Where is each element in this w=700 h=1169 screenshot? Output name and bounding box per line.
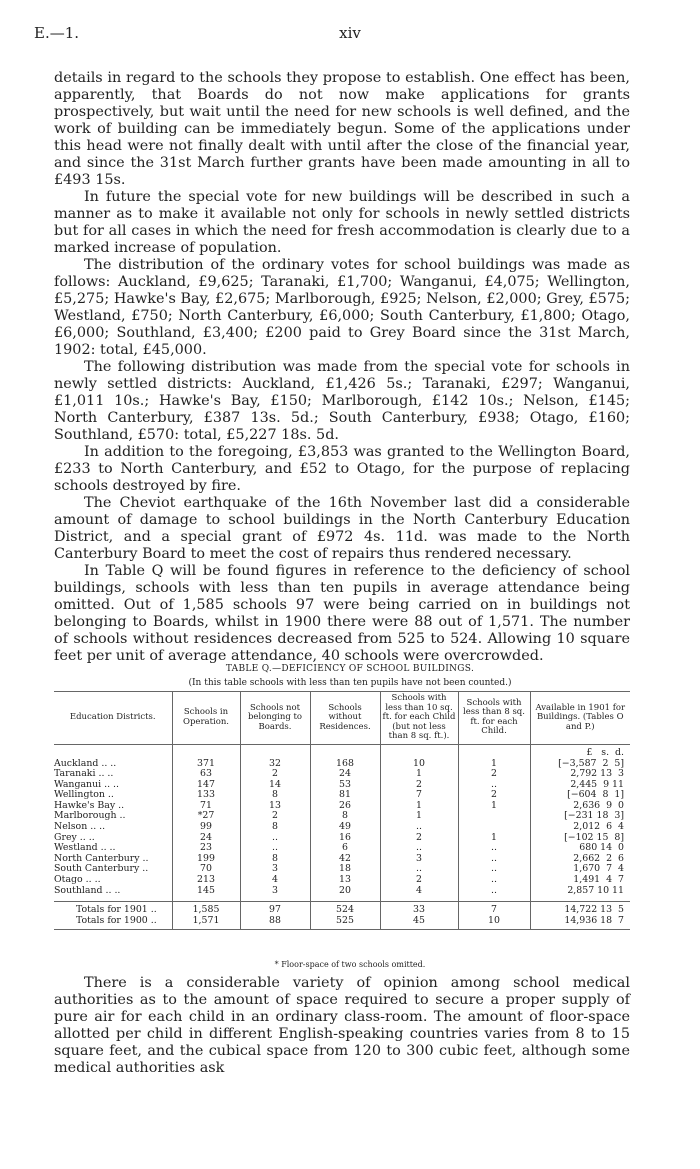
table-cell: 525 — [310, 916, 380, 930]
table-cell: 10 — [458, 916, 530, 930]
table-cell: 1,585 — [172, 902, 240, 916]
table-cell: 1 — [458, 759, 530, 770]
table-cell: .. — [380, 843, 458, 854]
totals-row — [54, 916, 630, 930]
table-cell: 168 — [310, 759, 380, 770]
table-footnote: * Floor-space of two schools omitted. — [274, 960, 426, 969]
district-cell: Southland .. .. — [54, 884, 121, 896]
table-cell: 2 — [240, 769, 310, 780]
paragraph-1: details in regard to the schools they propose to establish. One effect has been, apparently, that Boards do not now make applications for grants prospectively, but wait until the need for new schools is well defined, and the work of building can be immediately begun. Some of the applications under this head were not finally dealt with until after the close of the financial year, and since the 31st March further grants have been made amounting in all to £493 15s. — [54, 70, 630, 188]
table-cell: 524 — [310, 902, 380, 916]
table-cell: 2,792 13 3 — [530, 769, 630, 780]
district-cell: Totals for 1901 .. — [54, 902, 172, 916]
table-cell: 2,636 9 0 — [530, 801, 630, 812]
column-header: Available in 1901 for Buildings. (Tables O and P.) — [530, 692, 630, 745]
column-header: Education Districts. — [54, 692, 172, 745]
district-cell: Otago .. .. — [54, 874, 101, 886]
table-cell: 1 — [458, 801, 530, 812]
table-cell: 3 — [380, 854, 458, 865]
table-cell: 88 — [240, 916, 310, 930]
table-cell: [−231 18 3] — [530, 811, 630, 822]
table-cell: 2 — [380, 875, 458, 886]
table-cell: 18 — [310, 864, 380, 875]
page-number: xiv — [339, 24, 361, 42]
paragraph-6: The Cheviot earthquake of the 16th November last did a considerable amount of damage to school buildings in the North Canterbury Education District, and a special grant of £972 4s. 11d. was made to the North Canterbury Board to meet the cost of repairs thus rendered necessary. — [54, 495, 630, 562]
table-cell: 3 — [240, 864, 310, 875]
table-cell: 1 — [380, 811, 458, 822]
table-cell: 1,670 7 4 — [530, 864, 630, 875]
table-cell: .. — [380, 822, 458, 833]
table-cell: 13 — [310, 875, 380, 886]
table-header-row — [54, 692, 630, 745]
table-cell: .. — [458, 886, 530, 897]
column-header: Schools not belonging to Boards. — [240, 692, 310, 745]
district-cell: Nelson .. .. — [54, 821, 106, 833]
table-cell: 680 14 0 — [530, 843, 630, 854]
table-cell: 8 — [310, 811, 380, 822]
table-cell: 1 — [458, 833, 530, 844]
table-cell: 4 — [380, 886, 458, 897]
page-header-left: E.—1. — [34, 24, 80, 42]
table-cell: 1,571 — [172, 916, 240, 930]
table-cell: 145 — [172, 886, 240, 897]
table-cell: 1 — [380, 801, 458, 812]
district-cell: Auckland .. .. — [54, 757, 117, 769]
table-cell: 63 — [172, 769, 240, 780]
table-cell: 45 — [380, 916, 458, 930]
table-cell: 20 — [310, 886, 380, 897]
table-cell: 70 — [172, 864, 240, 875]
table-cell: [−604 8 1] — [530, 790, 630, 801]
table-cell: 2,857 10 11 — [530, 886, 630, 897]
table-cell: 33 — [380, 902, 458, 916]
table-cell: .. — [458, 780, 530, 791]
table-cell: .. — [240, 843, 310, 854]
table-cell: 16 — [310, 833, 380, 844]
table-cell: 97 — [240, 902, 310, 916]
units-row — [54, 744, 630, 759]
table-cell: 2 — [458, 769, 530, 780]
table-cell: 71 — [172, 801, 240, 812]
table-cell: 147 — [172, 780, 240, 791]
currency-units: £ s. d. — [530, 744, 630, 759]
table-cell: *27 — [172, 811, 240, 822]
table-cell: 3 — [240, 886, 310, 897]
table-cell: 4 — [240, 875, 310, 886]
table-title: TABLE Q.—DEFICIENCY OF SCHOOL BUILDINGS. — [225, 664, 475, 674]
table-cell: 7 — [458, 902, 530, 916]
body-text — [54, 70, 630, 665]
table-cell: 7 — [380, 790, 458, 801]
table-cell: 371 — [172, 759, 240, 770]
table-cell: 2 — [458, 790, 530, 801]
closing-text — [54, 975, 630, 1077]
district-cell: Westland .. .. — [54, 842, 116, 854]
table-cell: .. — [240, 833, 310, 844]
totals-row — [54, 902, 630, 916]
table-cell: 6 — [310, 843, 380, 854]
table-cell: 1 — [380, 769, 458, 780]
table-cell: 8 — [240, 790, 310, 801]
table-cell: 53 — [310, 780, 380, 791]
table-cell: 26 — [310, 801, 380, 812]
table-cell: .. — [458, 843, 530, 854]
table-cell: 49 — [310, 822, 380, 833]
table-cell: .. — [380, 864, 458, 875]
district-cell: Grey .. .. — [54, 831, 95, 843]
table-cell: 13 — [240, 801, 310, 812]
table-cell: 23 — [172, 843, 240, 854]
table-cell: .. — [458, 854, 530, 865]
table-cell: 2,012 6 4 — [530, 822, 630, 833]
table-cell: 2 — [240, 811, 310, 822]
paragraph-5: In addition to the foregoing, £3,853 was granted to the Wellington Board, £233 to North Canterbury, and £52 to Otago, for the purpose of replacing schools destroyed by fire. — [54, 444, 630, 494]
table-cell: 10 — [380, 759, 458, 770]
paragraph-3: The distribution of the ordinary votes for school buildings was made as follows: Auckland, £9,625; Taranaki, £1,700; Wanganui, £4,075; Wellington, £5,275; Hawke's Bay, £2,675; Marlborough, £925; Nelson, £2,000; Grey, £575; Westland, £750; North Canterbury, £6,000; South Canterbury, £1,800; Otago, £6,000; Southland, £3,400; £200 paid to Grey Board since the 31st March, 1902: total, £45,000. — [54, 257, 630, 358]
column-header: Schools with less than 8 sq. ft. for each Child. — [458, 692, 530, 745]
table-cell: 14,722 13 5 — [530, 902, 630, 916]
column-header: Schools without Residences. — [310, 692, 380, 745]
district-cell: North Canterbury .. — [54, 852, 149, 864]
table-cell — [458, 811, 530, 822]
table-cell: 199 — [172, 854, 240, 865]
table-cell: 14,936 18 7 — [530, 916, 630, 930]
table-cell: 2,662 2 6 — [530, 854, 630, 865]
table-cell: 42 — [310, 854, 380, 865]
table-cell: 8 — [240, 854, 310, 865]
table-cell: 14 — [240, 780, 310, 791]
deficiency-table — [54, 691, 630, 930]
table-cell: 133 — [172, 790, 240, 801]
table-cell: 2 — [380, 780, 458, 791]
column-header: Schools with less than 10 sq. ft. for each Child (but not less than 8 sq. ft.). — [380, 692, 458, 745]
paragraph-4: The following distribution was made from the special vote for schools in newly settled districts: Auckland, £1,426 5s.; Taranaki, £297; Wanganui, £1,011 10s.; Hawke's Bay, £150; Marlborough, £142 10s.; Nelson, £145; North Canterbury, £387 13s. 5d.; South Canterbury, £938; Otago, £160; Southland, £570: total, £5,227 18s. 5d. — [54, 359, 630, 443]
paragraph-7: In Table Q will be found figures in reference to the deficiency of school buildings, schools with less than ten pupils in average attendance being omitted. Out of 1,585 schools 97 were being carried on in buildings not belonging to Boards, whilst in 1900 there were 88 out of 1,571. The number of schools without residences decreased from 525 to 524. Allowing 10 square feet per unit of average attendance, 40 schools were overcrowded. — [54, 563, 630, 664]
table-note: (In this table schools with less than ten pupils have not been counted.) — [188, 678, 512, 688]
table-cell: 8 — [240, 822, 310, 833]
table-cell: 99 — [172, 822, 240, 833]
table-cell: 32 — [240, 759, 310, 770]
district-cell: Hawke's Bay .. — [54, 799, 125, 811]
table-cell: 1,491 4 7 — [530, 875, 630, 886]
column-header: Schools in Operation. — [172, 692, 240, 745]
table-cell: [−102 15 8] — [530, 833, 630, 844]
table-cell: 2 — [380, 833, 458, 844]
table-cell: .. — [458, 864, 530, 875]
paragraph-2: In future the special vote for new buildings will be described in such a manner as to make it available not only for schools in newly settled districts but for all cases in which the need for fresh accommodation is clearly due to a marked increase of population. — [54, 189, 630, 256]
table-cell: [−3,587 2 5] — [530, 759, 630, 770]
district-cell: Wanganui .. .. — [54, 778, 119, 790]
district-cell: Taranaki .. .. — [54, 768, 114, 780]
district-cell: Totals for 1900 .. — [54, 916, 172, 930]
district-cell: Wellington .. — [54, 789, 114, 801]
table-cell: 24 — [172, 833, 240, 844]
table-cell: .. — [458, 875, 530, 886]
district-cell: South Canterbury .. — [54, 863, 149, 875]
table-cell: 2,445 9 11 — [530, 780, 630, 791]
table-cell: 81 — [310, 790, 380, 801]
table-cell: 24 — [310, 769, 380, 780]
table-row — [54, 886, 630, 897]
paragraph-8: There is a considerable variety of opinion among school medical authorities as to the amount of space required to secure a proper supply of pure air for each child in an ordinary class-room. The amount of floor-space allotted per child in different English-speaking countries varies from 8 to 15 square feet, and the cubical space from 120 to 300 cubic feet, although some medical authorities ask — [54, 975, 630, 1076]
table-cell: 213 — [172, 875, 240, 886]
district-cell: Marlborough .. — [54, 810, 126, 822]
